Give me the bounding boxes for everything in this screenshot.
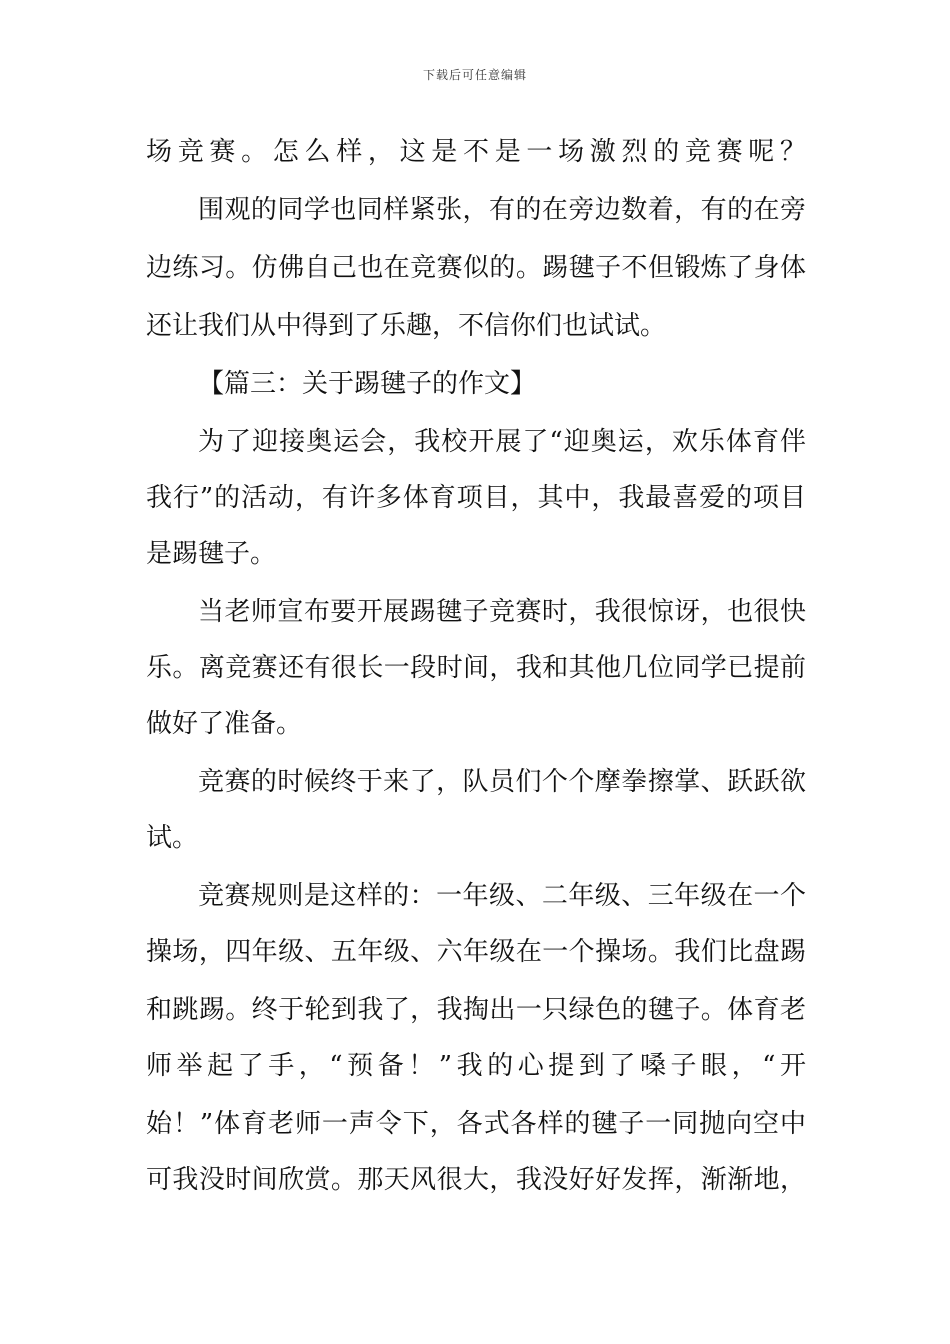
text-line: 我行”的活动，有许多体育项目，其中，我最喜爱的项目: [146, 483, 806, 513]
text-line: 和跳踢。终于轮到我了，我掏出一只绿色的毽子。体育老: [146, 995, 806, 1025]
text-line: 可我没时间欣赏。那天风很大，我没好好发挥，渐渐地，: [146, 1165, 806, 1195]
paragraph-start-line: 围观的同学也同样紧张，有的在旁边数着，有的在旁: [198, 195, 806, 225]
page-header: 下载后可任意编辑: [422, 68, 527, 82]
section-heading: 【篇三：关于踢毽子的作文】: [198, 369, 537, 399]
paragraph-start-line: 竞赛规则是这样的：一年级、二年级、三年级在一个: [198, 881, 806, 911]
text-line: 操场，四年级、五年级、六年级在一个操场。我们比盘踢: [146, 937, 806, 967]
paragraph-start-line: 当老师宣布要开展踢毽子竞赛时，我很惊讶，也很快: [198, 597, 806, 627]
text-line: 师举起了手，“预备！”我的心提到了嗓子眼，“开: [146, 1051, 806, 1081]
text-line: 试。: [146, 823, 199, 853]
text-line: 是踢毽子。: [146, 539, 277, 569]
text-line: 边练习。仿佛自己也在竞赛似的。踢毽子不但锻炼了身体: [146, 253, 806, 283]
text-line: 始！”体育老师一声令下，各式各样的毽子一同抛向空中: [146, 1109, 806, 1139]
paragraph-start-line: 竞赛的时候终于来了，队员们个个摩拳擦掌、跃跃欲: [198, 767, 806, 797]
paragraph-start-line: 为了迎接奥运会，我校开展了“迎奥运，欢乐体育伴: [198, 427, 806, 457]
text-line: 场竞赛。怎么样，这是不是一场激烈的竞赛呢？: [146, 137, 806, 167]
text-line: 还让我们从中得到了乐趣，不信你们也试试。: [146, 311, 667, 341]
text-line: 乐。离竞赛还有很长一段时间，我和其他几位同学已提前: [146, 653, 806, 683]
text-line: 做好了准备。: [146, 709, 303, 739]
